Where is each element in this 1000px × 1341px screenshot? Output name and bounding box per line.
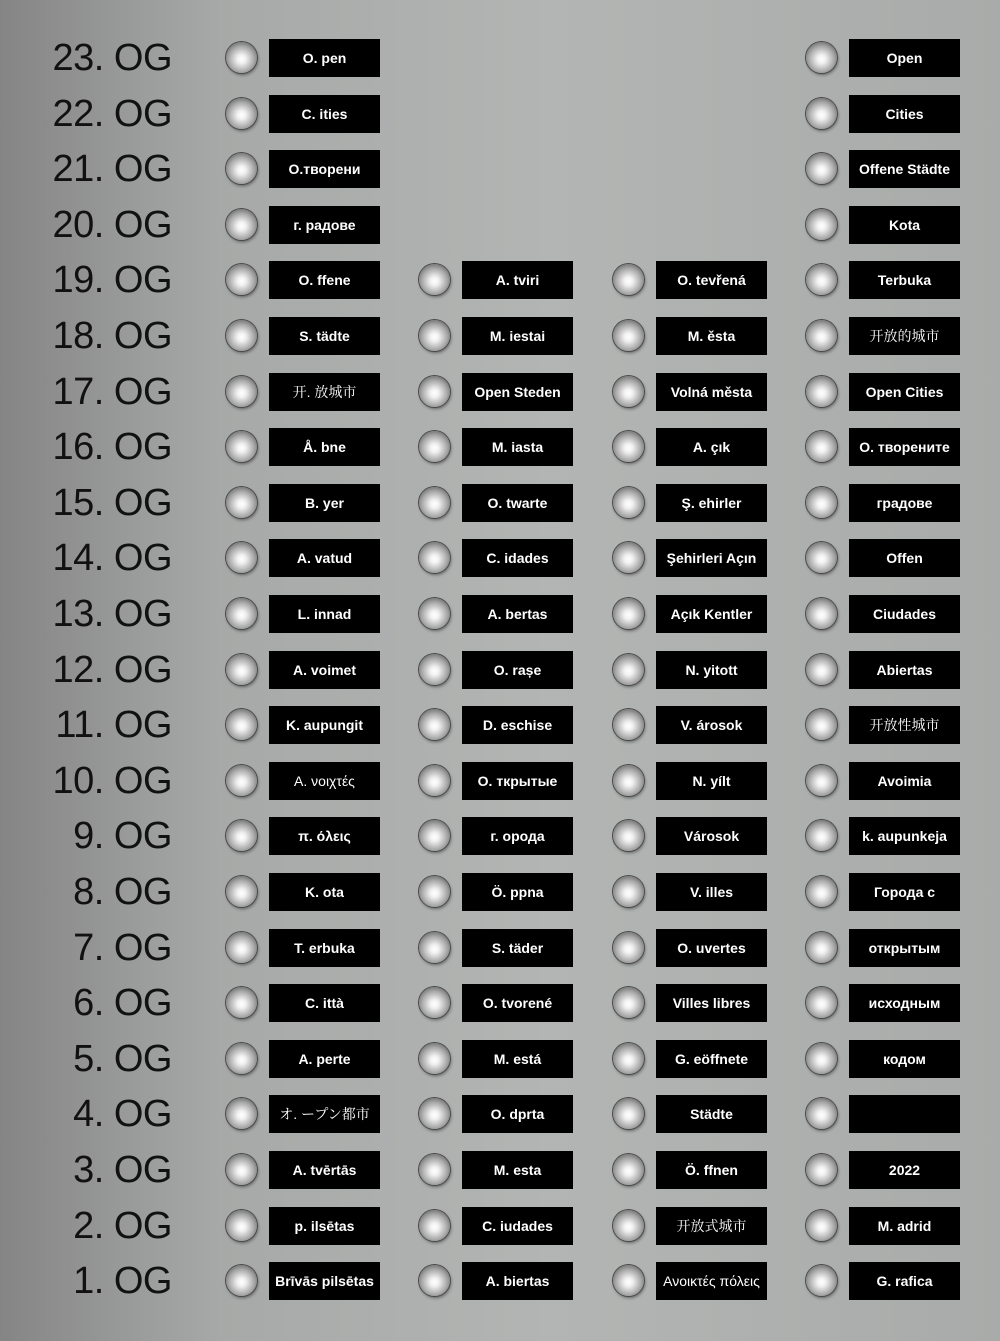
floor-call-button[interactable] (419, 932, 450, 963)
floor-call-button[interactable] (226, 264, 257, 295)
floor-name-label: Brīvās pilsētas (269, 1262, 380, 1300)
floor-name-label: O. dprta (462, 1095, 573, 1133)
floor-row (0, 983, 1000, 1023)
floor-name-label: Städte (656, 1095, 767, 1133)
floor-call-button[interactable] (419, 709, 450, 740)
floor-name-label: A. tviri (462, 261, 573, 299)
floor-name-label: Ciudades (849, 595, 960, 633)
floor-name-label: г. радове (269, 206, 380, 244)
floor-call-button[interactable] (226, 654, 257, 685)
floor-name-label: Open Steden (462, 373, 573, 411)
floor-name-label: G. eöffnete (656, 1040, 767, 1078)
floor-row (0, 483, 1000, 523)
floor-number: 12. OG (52, 649, 172, 691)
floor-name-label: B. yer (269, 484, 380, 522)
floor-row (0, 38, 1000, 78)
floor-name-label: S. täder (462, 929, 573, 967)
floor-name-label: Terbuka (849, 261, 960, 299)
floor-call-button[interactable] (806, 1098, 837, 1129)
floor-call-button[interactable] (419, 1265, 450, 1296)
floor-name-label: Α. νοιχτές (269, 762, 380, 800)
floor-call-button[interactable] (419, 598, 450, 629)
floor-row (0, 94, 1000, 134)
floor-name-label: p. ilsētas (269, 1207, 380, 1245)
floor-row (0, 427, 1000, 467)
floor-name-label: A. perte (269, 1040, 380, 1078)
floor-name-label: A. bertas (462, 595, 573, 633)
floor-call-button[interactable] (419, 1043, 450, 1074)
floor-name-label: Abiertas (849, 651, 960, 689)
floor-call-button[interactable] (226, 487, 257, 518)
floor-row (0, 705, 1000, 745)
floor-name-label: г. орода (462, 817, 573, 855)
floor-name-label: A. tvērtās (269, 1151, 380, 1189)
floor-call-button[interactable] (613, 487, 644, 518)
floor-name-label: N. yitott (656, 651, 767, 689)
floor-call-button[interactable] (806, 264, 837, 295)
floor-name-label: Şehirleri Açın (656, 539, 767, 577)
floor-call-button[interactable] (226, 320, 257, 351)
floor-call-button[interactable] (419, 654, 450, 685)
floor-call-button[interactable] (226, 765, 257, 796)
floor-number: 23. OG (52, 37, 172, 79)
floor-name-label: О. ткрытые (462, 762, 573, 800)
floor-row (0, 316, 1000, 356)
floor-number: 15. OG (52, 482, 172, 524)
floor-number: 11. OG (55, 704, 172, 746)
floor-call-button[interactable] (226, 1098, 257, 1129)
floor-row (0, 372, 1000, 412)
floor-name-label: Kota (849, 206, 960, 244)
floor-name-label: Ανοικτές πόλεις (656, 1262, 767, 1300)
floor-name-label: 开放的城市 (849, 317, 960, 355)
floor-number: 6. OG (73, 982, 172, 1024)
floor-call-button[interactable] (613, 765, 644, 796)
floor-name-label: T. erbuka (269, 929, 380, 967)
floor-call-button[interactable] (806, 42, 837, 73)
floor-call-button[interactable] (226, 376, 257, 407)
floor-number: 8. OG (73, 871, 172, 913)
floor-call-button[interactable] (419, 542, 450, 573)
floor-number: 17. OG (52, 371, 172, 413)
floor-name-label: A. vatud (269, 539, 380, 577)
floor-name-label: O. ffene (269, 261, 380, 299)
floor-call-button[interactable] (226, 1265, 257, 1296)
floor-call-button[interactable] (613, 376, 644, 407)
floor-call-button[interactable] (419, 1098, 450, 1129)
floor-call-button[interactable] (806, 932, 837, 963)
floor-call-button[interactable] (806, 542, 837, 573)
floor-number: 14. OG (52, 537, 172, 579)
floor-call-button[interactable] (806, 1043, 837, 1074)
floor-call-button[interactable] (419, 376, 450, 407)
floor-call-button[interactable] (806, 709, 837, 740)
floor-number: 21. OG (52, 148, 172, 190)
floor-call-button[interactable] (226, 431, 257, 462)
floor-row (0, 149, 1000, 189)
floor-row (0, 816, 1000, 856)
floor-name-label: N. yílt (656, 762, 767, 800)
floor-call-button[interactable] (613, 1265, 644, 1296)
floor-call-button[interactable] (613, 598, 644, 629)
floor-name-label: O. tvorené (462, 984, 573, 1022)
floor-name-label: A. voimet (269, 651, 380, 689)
floor-row (0, 594, 1000, 634)
floor-name-label: О.творени (269, 150, 380, 188)
floor-name-label: V. árosok (656, 706, 767, 744)
floor-name-label: Açık Kentler (656, 595, 767, 633)
floor-name-label: Ö. ffnen (656, 1151, 767, 1189)
floor-name-label: 开放式城市 (656, 1207, 767, 1245)
floor-call-button[interactable] (419, 820, 450, 851)
floor-call-button[interactable] (806, 765, 837, 796)
floor-number: 18. OG (52, 315, 172, 357)
floor-name-label: Offen (849, 539, 960, 577)
floor-name-label: K. ota (269, 873, 380, 911)
floor-call-button[interactable] (419, 876, 450, 907)
floor-name-label: A. biertas (462, 1262, 573, 1300)
floor-call-button[interactable] (226, 542, 257, 573)
floor-call-button[interactable] (226, 876, 257, 907)
floor-name-label: M. ěsta (656, 317, 767, 355)
floor-row (0, 650, 1000, 690)
floor-call-button[interactable] (613, 1043, 644, 1074)
floor-name-label: Города с (849, 873, 960, 911)
floor-row (0, 1039, 1000, 1079)
floor-name-label: D. eschise (462, 706, 573, 744)
floor-call-button[interactable] (806, 98, 837, 129)
floor-call-button[interactable] (613, 987, 644, 1018)
floor-number: 5. OG (73, 1038, 172, 1080)
floor-number: 9. OG (73, 815, 172, 857)
floor-row (0, 872, 1000, 912)
floor-name-label: 开. 放城市 (269, 373, 380, 411)
floor-name-label: Városok (656, 817, 767, 855)
floor-number: 13. OG (52, 593, 172, 635)
floor-name-label: кодом (849, 1040, 960, 1078)
floor-call-button[interactable] (226, 1154, 257, 1185)
floor-name-label: M. iasta (462, 428, 573, 466)
floor-name-label: G. rafica (849, 1262, 960, 1300)
floor-call-button[interactable] (806, 987, 837, 1018)
floor-call-button[interactable] (419, 487, 450, 518)
floor-name-label: O. twarte (462, 484, 573, 522)
floor-number: 1. OG (73, 1260, 172, 1302)
floor-name-label: 2022 (849, 1151, 960, 1189)
floor-row (0, 761, 1000, 801)
floor-name-label: A. çık (656, 428, 767, 466)
floor-name-label: π. όλεις (269, 817, 380, 855)
floor-name-label: C. iudades (462, 1207, 573, 1245)
floor-call-button[interactable] (806, 376, 837, 407)
floor-name-label: C. idades (462, 539, 573, 577)
floor-row (0, 928, 1000, 968)
floor-call-button[interactable] (613, 542, 644, 573)
floor-call-button[interactable] (226, 153, 257, 184)
floor-call-button[interactable] (419, 1154, 450, 1185)
floor-name-label: исходным (849, 984, 960, 1022)
floor-name-label: オ. ープン都市 (269, 1095, 380, 1133)
floor-name-label: Ö. ppna (462, 873, 573, 911)
floor-name-label: Ş. ehirler (656, 484, 767, 522)
floor-call-button[interactable] (419, 431, 450, 462)
floor-number: 3. OG (73, 1149, 172, 1191)
floor-name-label: 开放性城市 (849, 706, 960, 744)
floor-name-label: Avoimia (849, 762, 960, 800)
floor-number: 22. OG (52, 93, 172, 135)
floor-number: 10. OG (52, 760, 172, 802)
floor-name-label: O. uvertes (656, 929, 767, 967)
floor-number: 2. OG (73, 1205, 172, 1247)
floor-name-label: C. ittà (269, 984, 380, 1022)
floor-call-button[interactable] (613, 876, 644, 907)
floor-row (0, 1150, 1000, 1190)
floor-call-button[interactable] (226, 820, 257, 851)
floor-number: 19. OG (52, 259, 172, 301)
floor-call-button[interactable] (806, 487, 837, 518)
floor-name-label: S. tädte (269, 317, 380, 355)
floor-call-button[interactable] (419, 1210, 450, 1241)
floor-name-label: K. aupungit (269, 706, 380, 744)
floor-call-button[interactable] (419, 987, 450, 1018)
floor-call-button[interactable] (806, 876, 837, 907)
floor-call-button[interactable] (226, 932, 257, 963)
floor-call-button[interactable] (613, 654, 644, 685)
floor-name-label: градове (849, 484, 960, 522)
floor-name-label: O. tevřená (656, 261, 767, 299)
floor-name-label (849, 1095, 960, 1133)
floor-name-label: Å. bne (269, 428, 380, 466)
floor-name-label: M. adrid (849, 1207, 960, 1245)
floor-name-label: O. rașe (462, 651, 573, 689)
floor-call-button[interactable] (613, 932, 644, 963)
floor-call-button[interactable] (419, 765, 450, 796)
floor-name-label: L. innad (269, 595, 380, 633)
floor-name-label: Villes libres (656, 984, 767, 1022)
floor-name-label: C. ities (269, 95, 380, 133)
floor-call-button[interactable] (806, 598, 837, 629)
floor-call-button[interactable] (226, 1043, 257, 1074)
floor-name-label: M. esta (462, 1151, 573, 1189)
floor-name-label: Offene Städte (849, 150, 960, 188)
floor-number: 16. OG (52, 426, 172, 468)
floor-name-label: M. está (462, 1040, 573, 1078)
floor-call-button[interactable] (806, 654, 837, 685)
floor-number: 20. OG (52, 204, 172, 246)
floor-name-label: O. pen (269, 39, 380, 77)
floor-name-label: открытым (849, 929, 960, 967)
floor-call-button[interactable] (226, 709, 257, 740)
floor-call-button[interactable] (419, 264, 450, 295)
floor-call-button[interactable] (226, 1210, 257, 1241)
floor-call-button[interactable] (806, 820, 837, 851)
floor-call-button[interactable] (613, 431, 644, 462)
floor-call-button[interactable] (226, 98, 257, 129)
floor-call-button[interactable] (806, 1265, 837, 1296)
floor-name-label: M. iestai (462, 317, 573, 355)
floor-name-label: V. illes (656, 873, 767, 911)
floor-row (0, 1206, 1000, 1246)
floor-call-button[interactable] (419, 320, 450, 351)
floor-row (0, 1261, 1000, 1301)
floor-call-button[interactable] (226, 209, 257, 240)
floor-row (0, 538, 1000, 578)
floor-row (0, 205, 1000, 245)
floor-call-button[interactable] (613, 820, 644, 851)
floor-call-button[interactable] (226, 598, 257, 629)
floor-name-label: Open (849, 39, 960, 77)
floor-call-button[interactable] (226, 42, 257, 73)
floor-call-button[interactable] (806, 209, 837, 240)
floor-number: 4. OG (73, 1093, 172, 1135)
floor-name-label: Volná města (656, 373, 767, 411)
floor-name-label: k. aupunkeja (849, 817, 960, 855)
floor-name-label: Cities (849, 95, 960, 133)
floor-call-button[interactable] (613, 264, 644, 295)
floor-number: 7. OG (73, 927, 172, 969)
floor-name-label: Open Cities (849, 373, 960, 411)
floor-call-button[interactable] (613, 709, 644, 740)
floor-row (0, 1094, 1000, 1134)
floor-call-button[interactable] (613, 1154, 644, 1185)
floor-call-button[interactable] (613, 1210, 644, 1241)
floor-call-button[interactable] (806, 320, 837, 351)
floor-call-button[interactable] (613, 320, 644, 351)
floor-call-button[interactable] (613, 1098, 644, 1129)
floor-call-button[interactable] (806, 153, 837, 184)
floor-call-button[interactable] (806, 1210, 837, 1241)
floor-call-button[interactable] (226, 987, 257, 1018)
floor-name-label: О. творените (849, 428, 960, 466)
floor-call-button[interactable] (806, 1154, 837, 1185)
floor-call-button[interactable] (806, 431, 837, 462)
floor-row (0, 260, 1000, 300)
